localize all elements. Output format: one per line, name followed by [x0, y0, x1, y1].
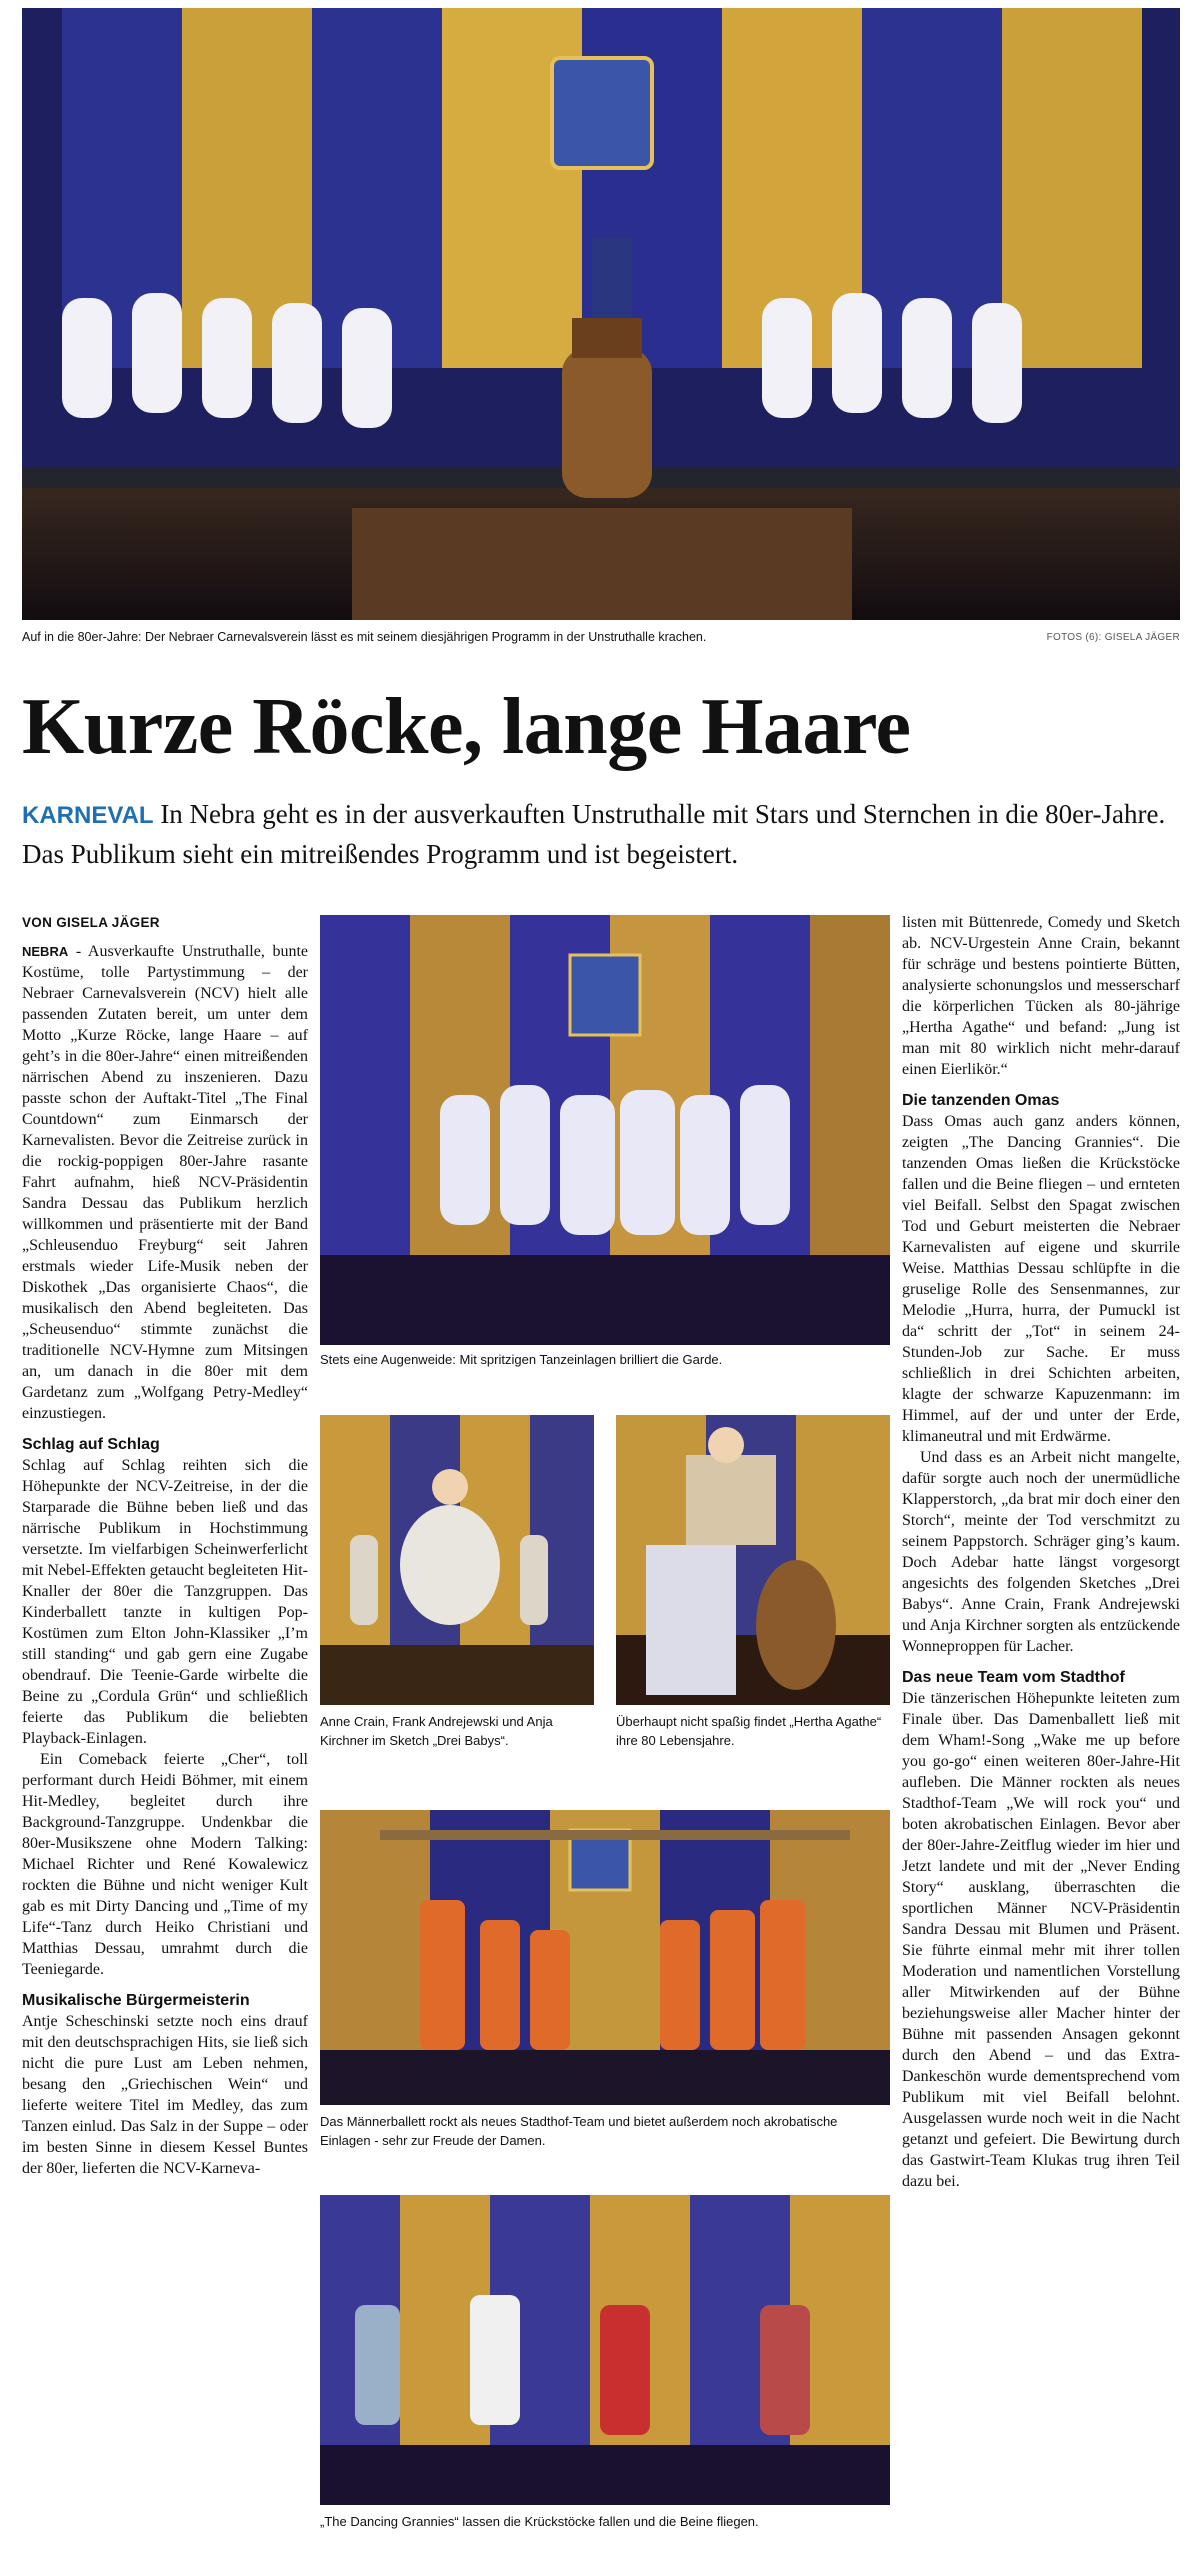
article-paragraph: Dass Omas auch ganz anders können, zeigten „The Dancing Grannies“. Die tanzenden Omas ließen die Krückstöcke fallen und die Beine fliegen – und ernteten viel Beifall. Selbst den Spagat zwischen Tod und Geburt meisterten die Nebraer Karnevalisten auf eigene und skurrile Weise. Matthias Dessau schlüpfte in die gruselige Rolle des Sensenmannes, zur Melodie „Hurra, hurra, der Pumuckl ist da“ schritt der „Tot“ in seinem 24-Stunden-Job zur Sache. Er muss schließlich in drei Schichten arbeiten, klagte der schwarze Kapuzenmann: im Himmel, auf der und unter der Erde, klimaneutral und mit Erdwärme.: [902, 1113, 1180, 1445]
drei-babys-photo: [320, 1415, 594, 1705]
garde-caption: Stets eine Augenweide: Mit spritzigen Tanzeinlagen brilliert die Garde.: [320, 1352, 723, 1367]
article-paragraph: Schlag auf Schlag reihten sich die Höhepunkte der NCV-Zeitreise, in der die Starparade die Bühne beben ließ und das närrische Publikum in Hochstimmung versetzte. Im vielfarbigen Scheinwerferlicht mit Nebel-Effekten getaucht begleiteten Hit-Knaller der 80er die Tanzgruppen. Das Kinderballett tanzte in kultigen Pop-Kostümen zum Elton John-Klassiker „I’m still standing“ und gab gern eine Zugabe obendrauf. Die Teenie-Garde wirbelte die Beine zu „Cordula Grün“ und schließlich feierte das Publikum die beliebten Playback-Einlagen.: [22, 1457, 308, 1747]
photo-credit: FOTOS (6): GISELA JÄGER: [1046, 632, 1180, 643]
article-paragraph: Die tänzerischen Höhepunkte leiteten zum Finale über. Das Damenballett ließ mit dem Wham!-Song „Wake me up before you go-go“ einen weiteren 80er-Jahre-Hit aufleben. Die Männer rockten als neues Stadthof-Team „We will rock you“ und boten akrobatischen Einlagen. Bevor aber der 80er-Jahre-Zeitflug wieder im hier und Jetzt landete und mit der „Never Ending Story“ ausklang, überraschten die sportlichen Männer NCV-Präsidentin Sandra Dessau mit Blumen und Präsent. Sie führte einmal mehr mit ihrer tollen Moderation und namentlichen Vorstellung aller Mitwirkenden auf der Bühne beziehungsweise aller Macher hinter der Bühne mit passenden Ansagen gekonnt durch den Abend – und das Extra-Dankeschön wurde dementsprechend vom Publikum mit viel Beifall belohnt. Ausgelassen wurde noch weit in die Nacht getanzt und gefeiert. Die Bewirtung durch das Gastwirt-Team Klukas trug ihren Teil dazu bei.: [902, 1690, 1180, 2190]
maennerballett-photo: [320, 1810, 890, 2105]
headline: Kurze Röcke, lange Haare: [22, 683, 911, 771]
grannies-caption: „The Dancing Grannies“ lassen die Krückstöcke fallen und die Beine fliegen.: [320, 2514, 759, 2529]
hero-photo: [22, 8, 1180, 620]
hertha-photo: [616, 1415, 890, 1705]
hero-caption: Auf in die 80er-Jahre: Der Nebraer Carnevalsverein lässt es mit seinem diesjährigen Programm in der Unstruthalle krachen.: [22, 630, 707, 644]
article-column-1: [22, 912, 308, 2179]
article-paragraph: Ein Comeback feierte „Cher“, toll performant durch Heidi Böhmer, mit einem Hit-Medley, begleitet durch ihre Background-Tanzgruppe. Undenkbar die 80er-Musikszene ohne Modern Talking: Michael Richter und René Kowalewicz rockten die Bühne und nicht weniger Kult gab es mit Dirty Dancing und „Time of my Life“-Tanz durch Heiko Christiani und Matthias Dessau, umrahmt durch die Teeniegarde.: [22, 1751, 308, 1978]
subhead: Das neue Team vom Stadthof: [902, 1669, 1125, 1686]
lead-paragraph: [22, 795, 1182, 873]
grannies-photo: [320, 2195, 890, 2505]
article-paragraph: NEBRA - Ausverkaufte Unstruthalle, bunte Kostüme, tolle Partystimmung – der Nebraer Carnevalsverein (NCV) hielt alle passenden Zutaten bereit, um unter dem Motto „Kurze Röcke, lange Haare – auf geht’s in die 80er-Jahre“ einen mitreißenden närrischen Abend zu inszenieren. Dazu passte schon der Auftakt-Titel „The Final Countdown“ zum Einmarsch der Karnevalisten. Bevor die Zeitreise zurück in die rockig-poppigen 80er-Jahre rasante Fahrt aufnahm, hieß NCV-Präsidentin Sandra Dessau das Publikum herzlich willkommen und präsentierte mit der Band „Schleusenduo Freyburg“ seit Jahren erstmals wieder Life-Musik neben der Diskothek „Das organisierte Chaos“, die musikalisch den Abend begleiteten. Das „Scheusenduo“ stimmte zunächst die traditionelle NCV-Hymne zum Mitsingen an, um danach in die 80er mit dem Gardetanz zum „Wolfgang Petry-Medley“ einzustiegen.: [22, 943, 308, 1422]
article-paragraph: listen mit Büttenrede, Comedy und Sketch ab. NCV-Urgestein Anne Crain, bekannt für schräge und bestens pointierte Bütten, analysierte schonungslos und messerscharf die körperlichen Tücken als 80-jährige „Hertha Agathe“ und befand: „Jung ist man mit 80 wirklich nicht mehr-darauf einen Eierlikör.“: [902, 914, 1180, 1078]
hertha-caption: Überhaupt nicht spaßig findet „Hertha Agathe“ ihre 80 Lebensjahre.: [616, 1714, 882, 1748]
subhead: Schlag auf Schlag: [22, 1436, 160, 1453]
garde-photo: [320, 915, 890, 1345]
article-paragraph: Antje Scheschinski setzte noch eins drauf mit den deutschsprachigen Hits, sie ließ sich nicht die pure Lust am Leben nehmen, besang den „Griechischen Wein“ und lieferte weitere Titel im Medley, das zum Tanzen einlud. Das Salz in der Suppe – oder im besten Sinne in diesem Kessel Buntes der 80er, lieferten die NCV-Karneva-: [22, 2013, 308, 2177]
lead-text: In Nebra geht es in der ausverkauften Unstruthalle mit Stars und Sternchen in die 80er-Jahre. Das Publikum sieht ein mitreißendes Programm und ist begeistert.: [22, 799, 1166, 869]
article-column-3: [902, 912, 1180, 2192]
dateline: NEBRA: [22, 944, 69, 959]
byline: VON GISELA JÄGER: [22, 915, 160, 930]
lead-kicker: KARNEVAL: [22, 802, 154, 829]
article-paragraph: Und dass es an Arbeit nicht mangelte, dafür sorgte auch noch der unermüdliche Klapperstorch, „da brat mir doch einer den Storch“, meinte der Tod verschmitzt zu seinem Pappstorch. Schräger ging’s kaum. Doch Adebar hatte längst vorgesorgt angesichts des folgenden Sketches „Drei Babys“. Anne Crain, Frank Andrejewski und Anja Kirchner sorgten als entzückende Wonneproppen für Lacher.: [902, 1449, 1180, 1655]
subhead: Die tanzenden Omas: [902, 1092, 1060, 1109]
subhead: Musikalische Bürgermeisterin: [22, 1992, 250, 2009]
maennerballett-caption: Das Männerballett rockt als neues Stadthof-Team und bietet außerdem noch akrobatische Einlagen - sehr zur Freude der Damen.: [320, 2114, 838, 2148]
drei-babys-caption: Anne Crain, Frank Andrejewski und Anja Kirchner im Sketch „Drei Babys“.: [320, 1714, 553, 1748]
